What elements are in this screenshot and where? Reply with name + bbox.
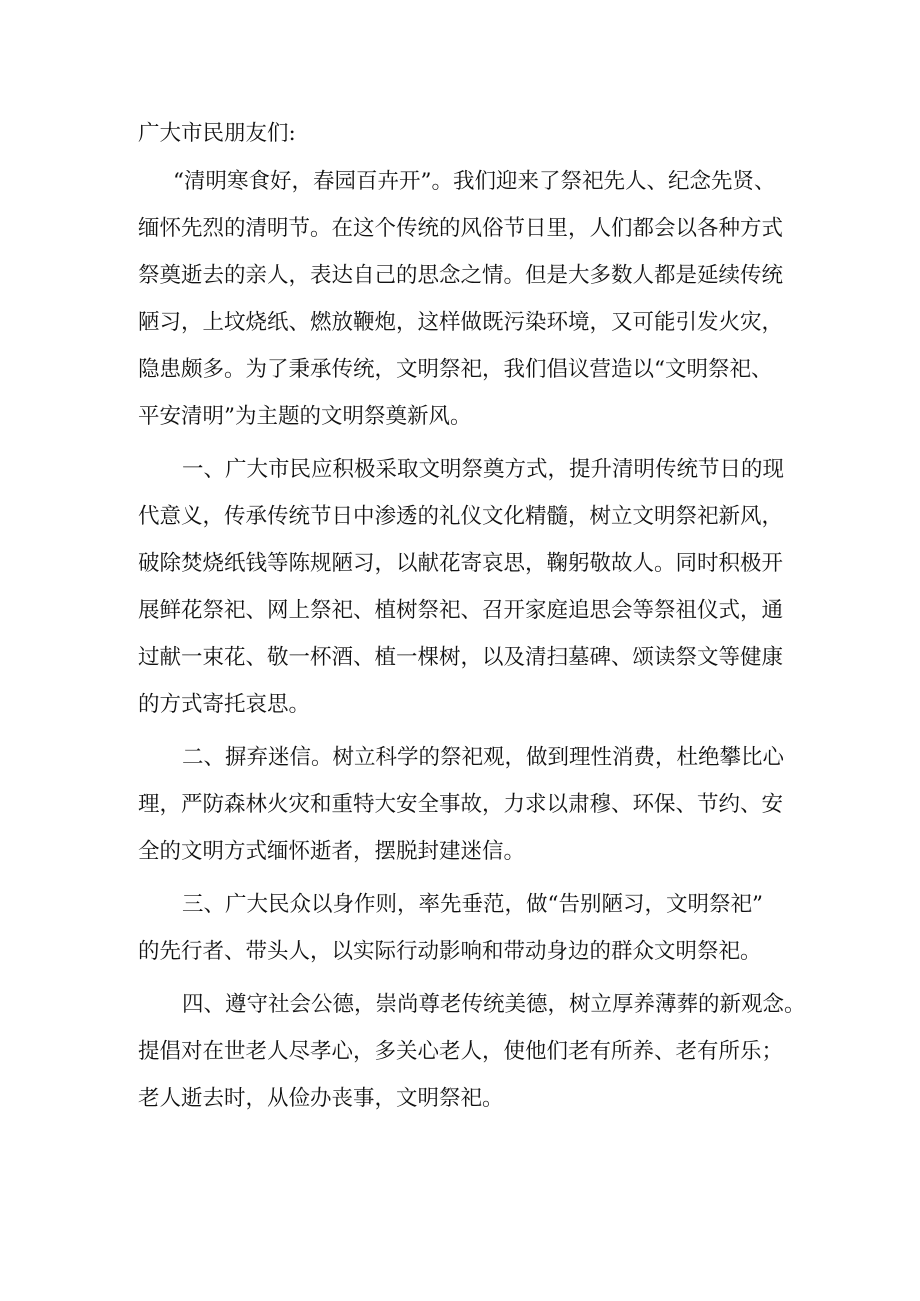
item-two-line-2: 理，严防森林火灾和重特大安全事故，力求以肃穆、环保、节约、安 bbox=[138, 792, 784, 817]
item-two-line-3: 全的文明方式缅怀逝者，摆脱封建迷信。 bbox=[138, 839, 526, 864]
item-two-line-1: 二、摒弃迷信。树立科学的祭祀观，做到理性消费，杜绝攀比心 bbox=[182, 745, 785, 770]
item-one-line-5: 过献一束花、敬一杯酒、植一棵树，以及清扫墓碑、颂读祭文等健康 bbox=[138, 645, 784, 670]
item-one-line-4: 展鲜花祭祀、网上祭祀、植树祭祀、召开家庭追思会等祭祖仪式，通 bbox=[138, 598, 784, 623]
paragraph-intro-line-6: 平安清明”为主题的文明祭奠新风。 bbox=[138, 404, 472, 429]
item-four-line-3: 老人逝去时，从俭办丧事，文明祭祀。 bbox=[138, 1086, 504, 1111]
item-three-line-2: 的先行者、带头人，以实际行动影响和带动身边的群众文明祭祀。 bbox=[138, 939, 762, 964]
item-one-line-3: 破除焚烧纸钱等陈规陋习，以献花寄哀思，鞠躬敬故人。同时积极开 bbox=[138, 551, 784, 576]
item-one-line-2: 代意义，传承传统节日中渗透的礼仪文化精髓，树立文明祭祀新风， bbox=[138, 504, 784, 529]
item-one-line-1: 一、广大市民应积极采取文明祭奠方式，提升清明传统节日的现 bbox=[182, 457, 785, 482]
paragraph-intro-line-1: “清明寒食好，春园百卉开”。我们迎来了祭祀先人、纪念先贤、 bbox=[173, 169, 776, 194]
greeting-line: 广大市民朋友们: bbox=[138, 121, 296, 146]
paragraph-intro-line-4: 陋习，上坟烧纸、燃放鞭炮，这样做既污染环境，又可能引发火灾， bbox=[138, 310, 784, 335]
paragraph-intro-line-3: 祭奠逝去的亲人，表达自己的思念之情。但是大多数人都是延续传统 bbox=[138, 263, 784, 288]
item-four-line-1: 四、遵守社会公德，崇尚尊老传统美德，树立厚养薄葬的新观念。 bbox=[182, 992, 806, 1017]
item-four-line-2: 提倡对在世老人尽孝心，多关心老人，使他们老有所养、老有所乐； bbox=[138, 1039, 784, 1064]
item-three-line-1: 三、广大民众以身作则，率先垂范，做“告别陋习，文明祭祀” bbox=[182, 892, 763, 917]
paragraph-intro-line-5: 隐患颇多。为了秉承传统，文明祭祀，我们倡议营造以“文明祭祀、 bbox=[138, 357, 773, 382]
item-one-line-6: 的方式寄托哀思。 bbox=[138, 692, 311, 717]
paragraph-intro-line-2: 缅怀先烈的清明节。在这个传统的风俗节日里，人们都会以各种方式 bbox=[138, 216, 784, 241]
